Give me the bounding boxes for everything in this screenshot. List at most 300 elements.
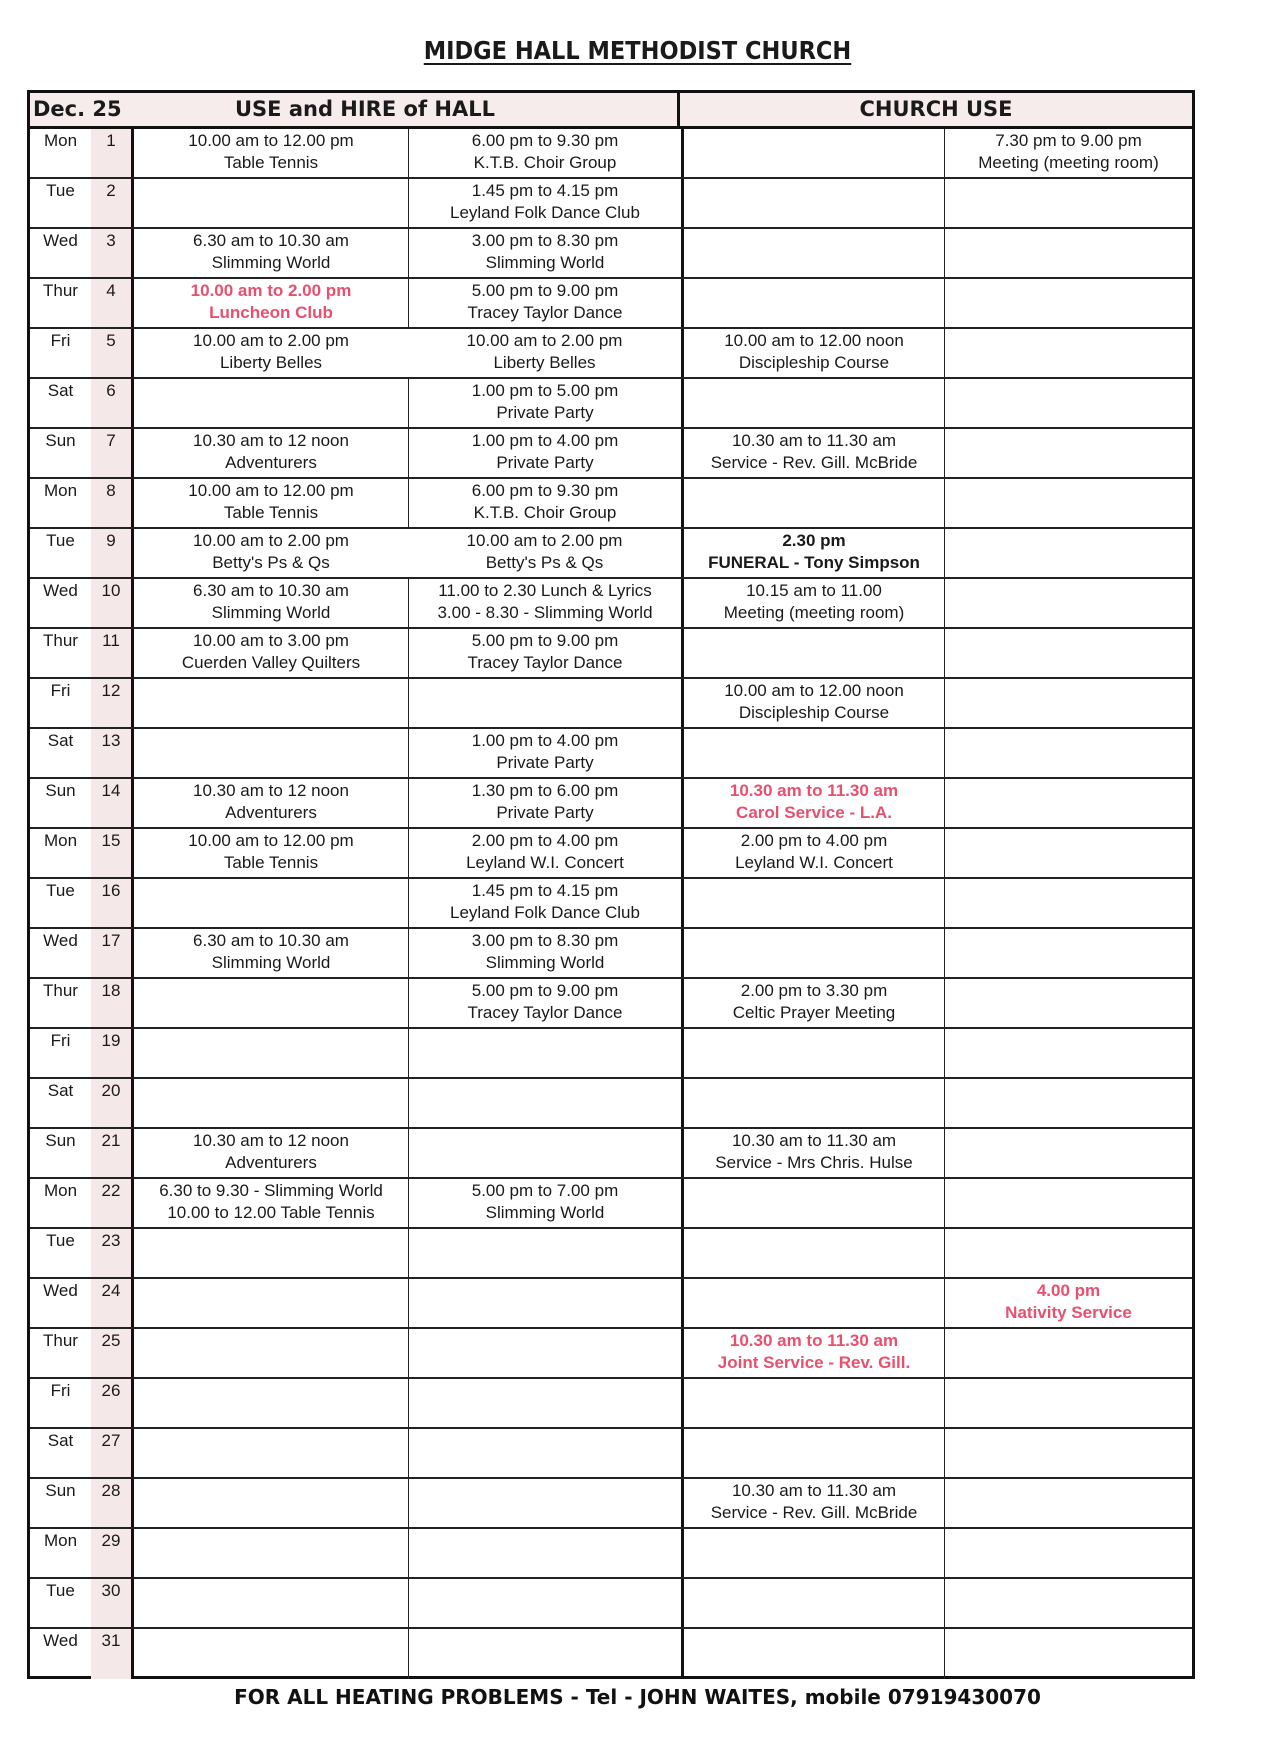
- day-name: Tue: [46, 1581, 75, 1600]
- day-number: 27: [101, 1431, 121, 1450]
- slot-time: 2.00 pm to 4.00 pm: [740, 831, 888, 850]
- hall-slot-2: [408, 1129, 681, 1177]
- slot-time: 4.00 pm: [1036, 1281, 1101, 1300]
- day-number: 20: [101, 1081, 121, 1100]
- church-slot-2: [944, 1629, 1192, 1679]
- slot-time: 10.30 am to 11.30 am: [729, 1331, 899, 1350]
- day-name: Mon: [43, 481, 78, 500]
- hall-slot-2: [408, 779, 681, 827]
- day-number: 10: [101, 581, 121, 600]
- slot-time: 3.00 pm to 8.30 pm: [471, 931, 619, 950]
- day-name: Wed: [43, 1281, 78, 1300]
- slot-event: Betty's Ps & Qs: [212, 553, 330, 572]
- hall-slot-2: [408, 1179, 681, 1227]
- slot-time: 1.00 pm to 5.00 pm: [471, 381, 619, 400]
- day-number: 15: [101, 831, 121, 850]
- slot-event: Carol Service - L.A.: [736, 803, 892, 822]
- day-name: Wed: [43, 931, 78, 950]
- hall-slot-1: [131, 179, 408, 227]
- day-name: Sun: [45, 781, 76, 800]
- slot-event: Tracey Taylor Dance: [467, 303, 623, 322]
- hall-slot-2: [408, 579, 681, 627]
- church-slot-1: [681, 179, 944, 227]
- hall-slot-1: [131, 929, 408, 977]
- slot-time: 10.00 am to 2.00 pm: [193, 531, 349, 550]
- hall-slot-2: [408, 1629, 681, 1679]
- hall-slot-2: [408, 1529, 681, 1577]
- slot-time: 6.30 am to 10.30 am: [193, 581, 349, 600]
- slot-event: Private Party: [496, 803, 594, 822]
- slot-time: 1.00 pm to 4.00 pm: [471, 431, 619, 450]
- slot-time: 1.45 pm to 4.15 pm: [471, 881, 619, 900]
- church-slot-1: [681, 629, 944, 677]
- church-slot-2: [944, 1029, 1192, 1077]
- hall-slot-2: [408, 1079, 681, 1127]
- slot-event: Private Party: [496, 753, 594, 772]
- day-number: 21: [101, 1131, 121, 1150]
- day-number: 7: [106, 431, 116, 450]
- day-name: Thur: [43, 281, 78, 300]
- table-row: [30, 1379, 1192, 1429]
- table-row: [30, 279, 1192, 329]
- table-row: [30, 479, 1192, 529]
- hall-slot-2: [408, 1429, 681, 1477]
- hall-slot-2: [408, 1029, 681, 1077]
- church-slot-1: [681, 1279, 944, 1327]
- slot-time: 5.00 pm to 9.00 pm: [471, 281, 619, 300]
- hall-slot-1: [131, 1429, 408, 1477]
- church-slot-2: [944, 379, 1192, 427]
- day-name: Tue: [46, 1231, 75, 1250]
- church-slot-1: [681, 529, 944, 577]
- hall-slot-1: [131, 1629, 408, 1679]
- church-slot-2: [944, 479, 1192, 527]
- hall-slot-1: [131, 1029, 408, 1077]
- slot-event: Table Tennis: [223, 853, 319, 872]
- slot-event: Leyland W.I. Concert: [735, 853, 893, 872]
- church-slot-2: [944, 1429, 1192, 1477]
- slot-event: Nativity Service: [1005, 1303, 1132, 1322]
- church-slot-1: [681, 379, 944, 427]
- slot-time: 11.00 to 2.30 Lunch & Lyrics: [438, 581, 652, 600]
- hall-slot-1: [131, 129, 408, 177]
- slot-event: Leyland Folk Dance Club: [450, 903, 640, 922]
- church-slot-1: [681, 279, 944, 327]
- day-number: 22: [101, 1181, 121, 1200]
- hall-slot-1: [131, 679, 408, 727]
- day-name: Mon: [43, 1531, 78, 1550]
- slot-time: 10.00 am to 12.00 noon: [724, 331, 904, 350]
- table-row: [30, 729, 1192, 779]
- church-slot-2: [944, 1379, 1192, 1427]
- church-slot-1: [681, 1179, 944, 1227]
- church-slot-1: [681, 1379, 944, 1427]
- day-name: Thur: [43, 1331, 78, 1350]
- slot-event: Slimming World: [211, 953, 331, 972]
- hall-slot-1: [131, 1379, 408, 1427]
- table-row: [30, 579, 1192, 629]
- church-heading: CHURCH USE: [859, 97, 1013, 121]
- slot-event: Private Party: [496, 453, 594, 472]
- day-number: 4: [106, 281, 116, 300]
- hall-slot-2: [408, 329, 681, 377]
- hall-slot-2: [408, 279, 681, 327]
- church-slot-2: [944, 1479, 1192, 1527]
- day-name: Wed: [43, 1631, 78, 1650]
- table-row: [30, 829, 1192, 879]
- church-slot-1: [681, 929, 944, 977]
- church-slot-1: [681, 1629, 944, 1679]
- hall-slot-1: [131, 1579, 408, 1627]
- church-slot-1: [681, 1429, 944, 1477]
- slot-time: 10.00 am to 2.00 pm: [466, 531, 623, 550]
- slot-event: Betty's Ps & Qs: [485, 553, 604, 572]
- church-slot-1: [681, 1579, 944, 1627]
- table-row: [30, 1029, 1192, 1079]
- slot-event: Slimming World: [485, 1203, 605, 1222]
- slot-event: Service - Rev. Gill. McBride: [710, 453, 918, 472]
- slot-time: 10.00 am to 12.00 pm: [188, 481, 354, 500]
- table-row: [30, 529, 1192, 579]
- hall-slot-2: [408, 1379, 681, 1427]
- hall-slot-2: [408, 529, 681, 577]
- church-header: [680, 93, 1192, 129]
- slot-time: 1.45 pm to 4.15 pm: [471, 181, 619, 200]
- slot-time: 2.00 pm to 4.00 pm: [471, 831, 619, 850]
- day-number: 30: [101, 1581, 121, 1600]
- hall-slot-2: [408, 879, 681, 927]
- slot-time: 2.30 pm: [782, 531, 846, 550]
- slot-event: Adventurers: [225, 453, 317, 472]
- hall-slot-2: [408, 679, 681, 727]
- slot-event: Tracey Taylor Dance: [467, 653, 623, 672]
- day-number: 29: [101, 1531, 121, 1550]
- slot-time: 6.30 am to 10.30 am: [193, 931, 349, 950]
- table-row: [30, 1079, 1192, 1129]
- table-row: [30, 1279, 1192, 1329]
- table-row: [30, 329, 1192, 379]
- page-title: [0, 36, 1275, 65]
- day-name: Sun: [45, 431, 76, 450]
- hall-slot-1: [131, 1129, 408, 1177]
- day-number: 17: [101, 931, 121, 950]
- church-slot-2: [944, 129, 1192, 177]
- slot-time: 10.30 am to 12 noon: [193, 431, 349, 450]
- table-row: [30, 879, 1192, 929]
- church-slot-1: [681, 229, 944, 277]
- slot-event: Meeting (meeting room): [978, 153, 1159, 172]
- slot-time: 10.00 am to 12.00 pm: [188, 131, 354, 150]
- church-slot-2: [944, 579, 1192, 627]
- day-name: Sat: [47, 731, 74, 750]
- church-slot-2: [944, 529, 1192, 577]
- hall-slot-2: [408, 729, 681, 777]
- slot-event: Slimming World: [485, 953, 605, 972]
- day-number: 28: [101, 1481, 121, 1500]
- hall-slot-1: [131, 979, 408, 1027]
- day-number: 1: [106, 131, 116, 150]
- slot-time: 5.00 pm to 9.00 pm: [471, 631, 619, 650]
- slot-time: 10.00 am to 2.00 pm: [466, 331, 623, 350]
- hall-slot-1: [131, 1479, 408, 1527]
- hall-slot-2: [408, 179, 681, 227]
- hall-slot-1: [131, 1079, 408, 1127]
- table-row: [30, 1329, 1192, 1379]
- slot-event: Slimming World: [485, 253, 605, 272]
- church-slot-1: [681, 1129, 944, 1177]
- slot-event: Cuerden Valley Quilters: [181, 653, 361, 672]
- church-slot-1: [681, 979, 944, 1027]
- day-name: Thur: [43, 631, 78, 650]
- slot-time: 6.00 pm to 9.30 pm: [471, 481, 619, 500]
- church-slot-2: [944, 1279, 1192, 1327]
- slot-event: Celtic Prayer Meeting: [732, 1003, 896, 1022]
- day-number: 8: [106, 481, 116, 500]
- church-slot-2: [944, 979, 1192, 1027]
- slot-event: Luncheon Club: [209, 303, 333, 322]
- day-name: Mon: [43, 1181, 78, 1200]
- day-name: Mon: [43, 131, 78, 150]
- hall-slot-1: [131, 579, 408, 627]
- day-name: Sun: [45, 1131, 76, 1150]
- slot-time: 10.00 am to 12.00 pm: [188, 831, 354, 850]
- day-number: 18: [101, 981, 121, 1000]
- day-name: Sat: [47, 381, 74, 400]
- day-number: 31: [101, 1631, 121, 1650]
- church-slot-2: [944, 629, 1192, 677]
- slot-time: 1.00 pm to 4.00 pm: [471, 731, 619, 750]
- church-slot-1: [681, 679, 944, 727]
- slot-event: Service - Mrs Chris. Hulse: [715, 1153, 913, 1172]
- hall-slot-2: [408, 479, 681, 527]
- title-text: MIDGE HALL METHODIST CHURCH: [423, 36, 852, 65]
- hall-slot-1: [131, 829, 408, 877]
- day-name: Sat: [47, 1431, 74, 1450]
- slot-event: Leyland Folk Dance Club: [450, 203, 640, 222]
- day-name: Wed: [43, 231, 78, 250]
- slot-event: Adventurers: [225, 1153, 317, 1172]
- church-slot-2: [944, 1079, 1192, 1127]
- hall-slot-2: [408, 1229, 681, 1277]
- footer-note: FOR ALL HEATING PROBLEMS - Tel - JOHN WAITES, mobile 07919430070: [234, 1685, 1041, 1709]
- slot-time: 1.30 pm to 6.00 pm: [471, 781, 619, 800]
- hall-slot-1: [131, 479, 408, 527]
- slot-time: 10.30 am to 12 noon: [193, 781, 349, 800]
- day-number: 11: [102, 631, 120, 650]
- church-slot-2: [944, 779, 1192, 827]
- slot-event: Table Tennis: [223, 503, 319, 522]
- day-number: 19: [101, 1031, 121, 1050]
- hall-slot-2: [408, 829, 681, 877]
- table-row: [30, 229, 1192, 279]
- hall-slot-2: [408, 629, 681, 677]
- day-number: 13: [101, 731, 121, 750]
- month-label: Dec. 25: [33, 97, 122, 121]
- hall-slot-2: [408, 429, 681, 477]
- church-slot-1: [681, 1479, 944, 1527]
- day-number: 5: [106, 331, 116, 350]
- slot-time: 10.00 am to 2.00 pm: [190, 281, 352, 300]
- church-slot-2: [944, 229, 1192, 277]
- hall-slot-1: [131, 879, 408, 927]
- church-slot-2: [944, 179, 1192, 227]
- day-name: Fri: [50, 1031, 71, 1050]
- hall-slot-2: [408, 979, 681, 1027]
- church-slot-2: [944, 879, 1192, 927]
- table-row: [30, 129, 1192, 179]
- hall-slot-1: [131, 379, 408, 427]
- church-slot-1: [681, 1529, 944, 1577]
- day-name: Sat: [47, 1081, 74, 1100]
- church-slot-2: [944, 1129, 1192, 1177]
- church-slot-2: [944, 1179, 1192, 1227]
- church-slot-1: [681, 779, 944, 827]
- table-row: [30, 979, 1192, 1029]
- hall-slot-1: [131, 1179, 408, 1227]
- church-slot-1: [681, 1329, 944, 1377]
- hall-slot-2: [408, 1329, 681, 1377]
- church-slot-1: [681, 429, 944, 477]
- slot-event: Tracey Taylor Dance: [467, 1003, 623, 1022]
- day-name: Thur: [43, 981, 78, 1000]
- hall-slot-1: [131, 1229, 408, 1277]
- slot-event: Liberty Belles: [493, 353, 596, 372]
- table-row: [30, 1479, 1192, 1529]
- hall-slot-2: [408, 1279, 681, 1327]
- hall-slot-2: [408, 1479, 681, 1527]
- slot-time: 3.00 pm to 8.30 pm: [471, 231, 619, 250]
- slot-time: 6.30 to 9.30 - Slimming World: [159, 1181, 383, 1200]
- table-row: [30, 179, 1192, 229]
- slot-event: K.T.B. Choir Group: [473, 153, 617, 172]
- church-slot-2: [944, 929, 1192, 977]
- day-number: 26: [101, 1381, 121, 1400]
- slot-event: Private Party: [496, 403, 594, 422]
- church-slot-1: [681, 1229, 944, 1277]
- day-number: 14: [101, 781, 121, 800]
- hall-slot-1: [131, 1279, 408, 1327]
- slot-time: 10.30 am to 11.30 am: [729, 781, 899, 800]
- day-name: Sun: [45, 1481, 76, 1500]
- slot-time: 10.00 am to 12.00 noon: [724, 681, 904, 700]
- day-name: Fri: [50, 331, 71, 350]
- day-number: 6: [106, 381, 116, 400]
- slot-event: Service - Rev. Gill. McBride: [710, 1503, 918, 1522]
- slot-time: 6.30 am to 10.30 am: [193, 231, 349, 250]
- hall-slot-1: [131, 229, 408, 277]
- slot-event: Discipleship Course: [738, 703, 890, 722]
- hall-slot-1: [131, 529, 408, 577]
- slot-time: 10.30 am to 11.30 am: [731, 1131, 897, 1150]
- hall-slot-1: [131, 779, 408, 827]
- hall-slot-1: [131, 279, 408, 327]
- slot-time: 7.30 pm to 9.00 pm: [995, 131, 1142, 150]
- church-slot-1: [681, 329, 944, 377]
- table-row: [30, 429, 1192, 479]
- slot-time: 10.30 am to 12 noon: [193, 1131, 349, 1150]
- hall-slot-1: [131, 429, 408, 477]
- table-row: [30, 1179, 1192, 1229]
- day-number: 9: [106, 531, 116, 550]
- hall-slot-2: [408, 1579, 681, 1627]
- slot-time: 10.30 am to 11.30 am: [731, 431, 897, 450]
- table-row: [30, 929, 1192, 979]
- church-slot-2: [944, 679, 1192, 727]
- hall-slot-2: [408, 129, 681, 177]
- church-slot-1: [681, 1029, 944, 1077]
- slot-event: Adventurers: [225, 803, 317, 822]
- hall-slot-1: [131, 729, 408, 777]
- hall-slot-2: [408, 929, 681, 977]
- table-row: [30, 1129, 1192, 1179]
- table-row: [30, 629, 1192, 679]
- day-number: 3: [106, 231, 116, 250]
- church-slot-2: [944, 279, 1192, 327]
- slot-event: Leyland W.I. Concert: [466, 853, 624, 872]
- slot-time: 10.00 am to 3.00 pm: [193, 631, 349, 650]
- hall-slot-2: [408, 379, 681, 427]
- hall-slot-1: [131, 1529, 408, 1577]
- church-slot-1: [681, 129, 944, 177]
- day-number: 23: [101, 1231, 121, 1250]
- slot-event: Joint Service - Rev. Gill.: [717, 1353, 911, 1372]
- church-slot-1: [681, 1079, 944, 1127]
- church-slot-2: [944, 1229, 1192, 1277]
- church-slot-1: [681, 729, 944, 777]
- day-number: 24: [101, 1281, 121, 1300]
- slot-event: Discipleship Course: [738, 353, 890, 372]
- hall-slot-1: [131, 1329, 408, 1377]
- table-row: [30, 1579, 1192, 1629]
- church-slot-2: [944, 1579, 1192, 1627]
- hall-heading: USE and HIRE of HALL: [235, 97, 495, 121]
- slot-event: Slimming World: [211, 253, 331, 272]
- slot-time: 5.00 pm to 9.00 pm: [471, 981, 619, 1000]
- schedule-table: [27, 90, 1195, 1679]
- church-slot-1: [681, 579, 944, 627]
- day-name: Mon: [43, 831, 78, 850]
- slot-time: 5.00 pm to 7.00 pm: [471, 1181, 619, 1200]
- day-name: Fri: [50, 681, 71, 700]
- slot-event: K.T.B. Choir Group: [473, 503, 617, 522]
- slot-event: 3.00 - 8.30 - Slimming World: [437, 603, 653, 622]
- slot-event: Table Tennis: [223, 153, 319, 172]
- hall-header: [30, 93, 680, 129]
- slot-event: Liberty Belles: [219, 353, 323, 372]
- slot-time: 2.00 pm to 3.30 pm: [740, 981, 888, 1000]
- hall-slot-1: [131, 629, 408, 677]
- table-row: [30, 1629, 1192, 1679]
- day-number: 12: [101, 681, 121, 700]
- day-number: 16: [101, 881, 121, 900]
- church-slot-2: [944, 729, 1192, 777]
- slot-time: 6.00 pm to 9.30 pm: [471, 131, 619, 150]
- church-slot-2: [944, 1329, 1192, 1377]
- table-row: [30, 1229, 1192, 1279]
- day-name: Tue: [46, 181, 75, 200]
- slot-event: Meeting (meeting room): [723, 603, 905, 622]
- table-row: [30, 679, 1192, 729]
- slot-time: 10.00 am to 2.00 pm: [193, 331, 349, 350]
- day-name: Wed: [43, 581, 78, 600]
- church-slot-2: [944, 329, 1192, 377]
- table-row: [30, 779, 1192, 829]
- table-row: [30, 379, 1192, 429]
- church-slot-2: [944, 429, 1192, 477]
- day-number: 25: [101, 1331, 121, 1350]
- day-number: 2: [106, 181, 116, 200]
- church-slot-2: [944, 829, 1192, 877]
